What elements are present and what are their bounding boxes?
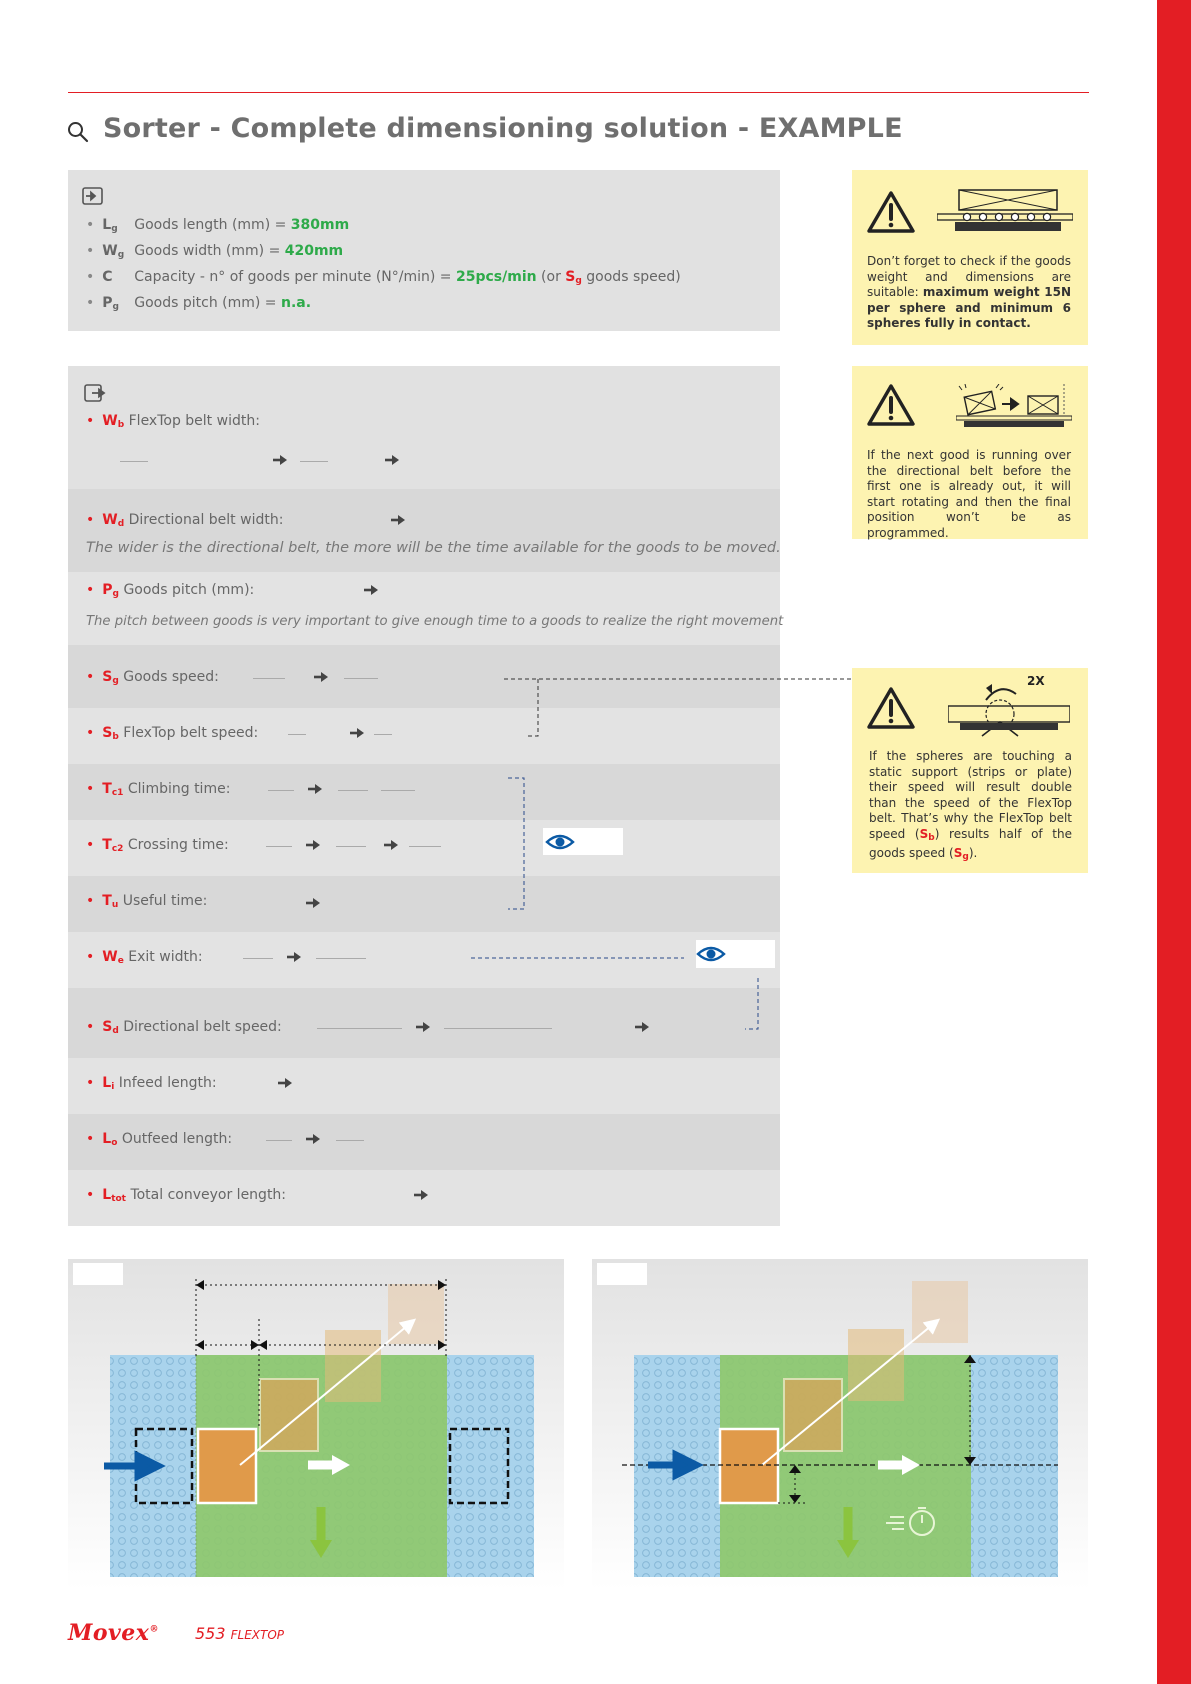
input-value: n.a. <box>281 295 312 311</box>
warning-triangle-icon <box>866 190 916 234</box>
input-value: 420mm <box>284 243 344 259</box>
output-row: • $L_{tot}$ Total conveyor length: <box>86 1187 287 1204</box>
figure-time-layout <box>592 1259 1088 1590</box>
input-label: Goods width (mm) = <box>134 243 285 259</box>
sphere-speed-illustration <box>948 674 1070 738</box>
output-label: Crossing time: <box>127 837 229 853</box>
warning-box-weight <box>852 170 1088 345</box>
output-symbol: $T_{c1}$ <box>102 781 124 798</box>
output-row: • $S_g$ Goods speed: <box>86 669 219 686</box>
output-label: Useful time: <box>122 893 208 909</box>
output-label: Goods speed: <box>123 669 219 685</box>
output-label: Directional belt speed: <box>123 1019 282 1035</box>
warning-text: Don’t forget to check if the goods weight and dimensions are suitable: maximum weight 15N per sphere and minimum 6 spheres fully in contact. <box>867 254 1071 330</box>
output-symbol: $W_e$ <box>102 949 124 966</box>
input-label: Goods length (mm) = <box>134 217 291 233</box>
output-label: Total conveyor length: <box>130 1187 287 1203</box>
output-row: • $T_u$ Useful time: <box>86 893 208 910</box>
eye-icon[interactable] <box>545 832 575 852</box>
warning-box-pitch <box>852 366 1088 539</box>
input-symbol: $W_g$ <box>102 243 125 260</box>
goods-rotating-illustration <box>956 384 1072 428</box>
eye-icon[interactable] <box>696 944 726 964</box>
output-label: Directional belt width: <box>128 512 284 528</box>
figure-width-layout <box>68 1259 564 1590</box>
output-symbol: $L_{tot}$ <box>102 1187 126 1204</box>
output-row: • $W_b$ FlexTop belt width: <box>86 413 260 430</box>
input-label: Capacity - n° of goods per minute (N°/min) = <box>134 269 456 285</box>
warning-text: If the spheres are touching a static support (strips or plate) their speed will result double than the speed of the FlexTop belt. That’s why the FlexTop belt speed $(S_b)$ results half of the goods speed $(S_g)$. <box>869 749 1072 862</box>
output-row: • $T_{c1}$ Climbing time: <box>86 781 231 798</box>
sorter-timing-diagram <box>592 1259 1088 1590</box>
output-row: • $W_d$ Directional belt width: <box>86 512 284 529</box>
output-symbol: $W_d$ <box>102 512 125 529</box>
page-title: Sorter - Complete dimensioning solution - EXAMPLE <box>103 113 903 144</box>
input-symbol: $L_g$ <box>102 217 118 234</box>
output-symbol: $T_{c2}$ <box>102 837 124 854</box>
goods-on-spheres-illustration <box>937 188 1073 234</box>
wd-note: The wider is the directional belt, the more will be the time available for the goods to be moved. <box>86 540 781 556</box>
output-label: Climbing time: <box>127 781 231 797</box>
output-row: • $L_o$ Outfeed length: <box>86 1131 233 1148</box>
output-label: Goods pitch (mm): <box>123 582 255 598</box>
output-label: Exit width: <box>128 949 203 965</box>
warning-triangle-icon <box>866 383 916 427</box>
output-row: • $T_{c2}$ Crossing time: <box>86 837 229 854</box>
output-label: FlexTop belt width: <box>128 413 260 429</box>
output-row: • $L_i$ Infeed length: <box>86 1075 217 1092</box>
output-symbol: $W_b$ <box>102 413 125 430</box>
output-symbol: $L_o$ <box>102 1131 118 1148</box>
output-label: Outfeed length: <box>121 1131 233 1147</box>
input-row: • C Capacity - n° of goods per minute (N°/min) = 25pcs/min (or $S_g$ goods speed) <box>86 269 681 286</box>
input-symbol: C <box>102 269 113 285</box>
brand-logo: Movex® <box>68 1620 159 1646</box>
output-symbol: $P_g$ <box>102 582 119 599</box>
output-row: • $S_b$ FlexTop belt speed: <box>86 725 259 742</box>
sorter-top-view-diagram <box>68 1259 564 1590</box>
double-speed-badge: 2X <box>1027 674 1045 688</box>
output-symbol: $T_u$ <box>102 893 119 910</box>
pg-note: The pitch between goods is very important to give enough time to a goods to realize the right movement <box>86 614 784 629</box>
input-row: • $P_g$ Goods pitch (mm) = n.a. <box>86 295 312 312</box>
warning-text: If the next good is running over the directional belt before the first one is already out, it will start rotating and then the final position won’t be as programmed. <box>867 448 1071 540</box>
input-row: • $W_g$ Goods width (mm) = 420mm <box>86 243 344 260</box>
output-row: • $W_e$ Exit width: <box>86 949 203 966</box>
output-label: FlexTop belt speed: <box>123 725 259 741</box>
warning-triangle-icon <box>866 686 916 730</box>
warning-box-speed <box>852 668 1088 873</box>
input-value: 25pcs/min <box>456 269 537 285</box>
input-label: Goods pitch (mm) = <box>134 295 281 311</box>
output-row: • $P_g$ Goods pitch (mm): <box>86 582 255 599</box>
product-code: 553 FLEXTOP <box>195 1624 285 1643</box>
output-symbol: $S_g$ <box>102 669 119 686</box>
output-row: • $S_d$ Directional belt speed: <box>86 1019 282 1036</box>
input-row: • $L_g$ Goods length (mm) = 380mm <box>86 217 350 234</box>
output-symbol: $L_i$ <box>102 1075 115 1092</box>
output-symbol: $S_b$ <box>102 725 119 742</box>
input-symbol: $P_g$ <box>102 295 119 312</box>
output-symbol: $S_d$ <box>102 1019 119 1036</box>
output-label: Infeed length: <box>118 1075 217 1091</box>
input-value: 380mm <box>290 217 350 233</box>
